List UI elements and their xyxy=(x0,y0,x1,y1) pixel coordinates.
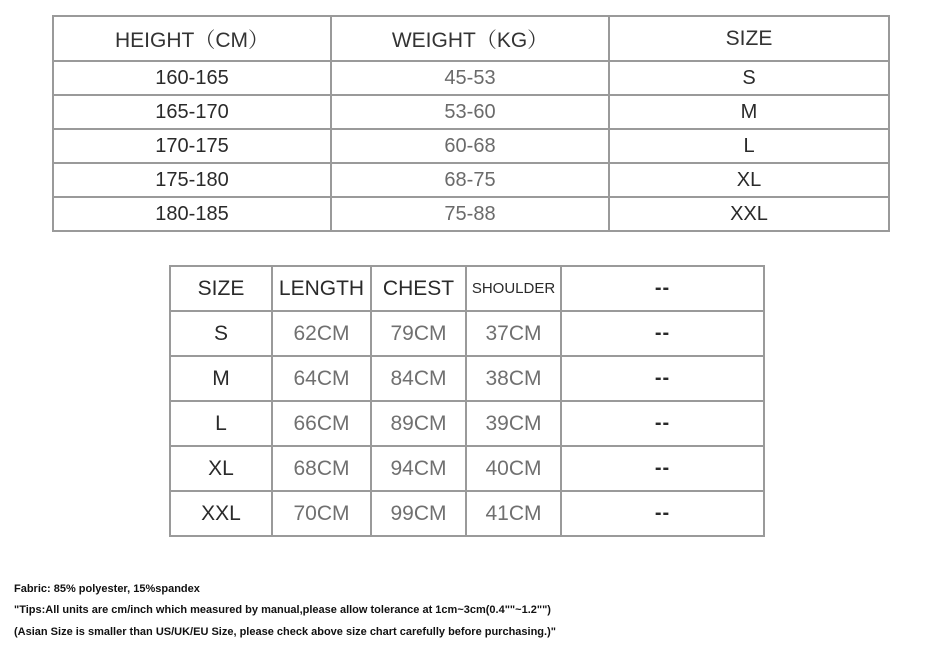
table-row xyxy=(53,197,889,231)
shoulder-cell: 40CM xyxy=(466,446,561,491)
height-weight-size-table xyxy=(52,15,890,232)
header-extra: -- xyxy=(561,266,764,311)
weight-cell: 75-88 xyxy=(331,197,609,231)
table-row xyxy=(170,356,764,401)
chest-cell: 84CM xyxy=(371,356,466,401)
table-row xyxy=(170,311,764,356)
extra-cell: -- xyxy=(561,356,764,401)
chest-cell: 99CM xyxy=(371,491,466,536)
height-cell: 180-185 xyxy=(53,197,331,231)
height-cell: 165-170 xyxy=(53,95,331,129)
asian-size-note: (Asian Size is smaller than US/UK/EU Size, please check above size chart carefully before purchasing.)" xyxy=(14,626,556,638)
table-row xyxy=(53,163,889,197)
size-cell: XL xyxy=(609,163,889,197)
table-header-row xyxy=(53,16,889,61)
length-cell: 64CM xyxy=(272,356,371,401)
chest-cell: 89CM xyxy=(371,401,466,446)
weight-cell: 60-68 xyxy=(331,129,609,163)
table-row xyxy=(53,129,889,163)
shoulder-cell: 41CM xyxy=(466,491,561,536)
size-cell: XXL xyxy=(170,491,272,536)
table-row xyxy=(170,446,764,491)
length-cell: 66CM xyxy=(272,401,371,446)
size-cell: XL xyxy=(170,446,272,491)
weight-cell: 45-53 xyxy=(331,61,609,95)
chest-cell: 79CM xyxy=(371,311,466,356)
table-row xyxy=(53,95,889,129)
length-cell: 68CM xyxy=(272,446,371,491)
header-chest: CHEST xyxy=(371,266,466,311)
header-size: SIZE xyxy=(609,16,889,61)
header-height: HEIGHT（CM） xyxy=(53,16,331,61)
height-cell: 160-165 xyxy=(53,61,331,95)
chest-cell: 94CM xyxy=(371,446,466,491)
length-cell: 62CM xyxy=(272,311,371,356)
extra-cell: -- xyxy=(561,401,764,446)
header-length: LENGTH xyxy=(272,266,371,311)
header-weight: WEIGHT（KG） xyxy=(331,16,609,61)
tips-note: "Tips:All units are cm/inch which measured by manual,please allow tolerance at 1cm~3cm(0.4""~1.2"") xyxy=(14,604,551,616)
table-row xyxy=(170,401,764,446)
size-cell: XXL xyxy=(609,197,889,231)
header-size: SIZE xyxy=(170,266,272,311)
length-cell: 70CM xyxy=(272,491,371,536)
extra-cell: -- xyxy=(561,311,764,356)
size-cell: L xyxy=(170,401,272,446)
extra-cell: -- xyxy=(561,446,764,491)
weight-cell: 53-60 xyxy=(331,95,609,129)
table-row xyxy=(53,61,889,95)
shoulder-cell: 39CM xyxy=(466,401,561,446)
size-cell: S xyxy=(170,311,272,356)
height-cell: 175-180 xyxy=(53,163,331,197)
table-row xyxy=(170,491,764,536)
extra-cell: -- xyxy=(561,491,764,536)
height-cell: 170-175 xyxy=(53,129,331,163)
table-header-row xyxy=(170,266,764,311)
size-cell: L xyxy=(609,129,889,163)
shoulder-cell: 38CM xyxy=(466,356,561,401)
fabric-note: Fabric: 85% polyester, 15%spandex xyxy=(14,583,200,595)
weight-cell: 68-75 xyxy=(331,163,609,197)
size-cell: M xyxy=(170,356,272,401)
size-cell: S xyxy=(609,61,889,95)
size-cell: M xyxy=(609,95,889,129)
header-shoulder: SHOULDER xyxy=(466,266,561,311)
garment-measurement-table xyxy=(169,265,765,537)
shoulder-cell: 37CM xyxy=(466,311,561,356)
